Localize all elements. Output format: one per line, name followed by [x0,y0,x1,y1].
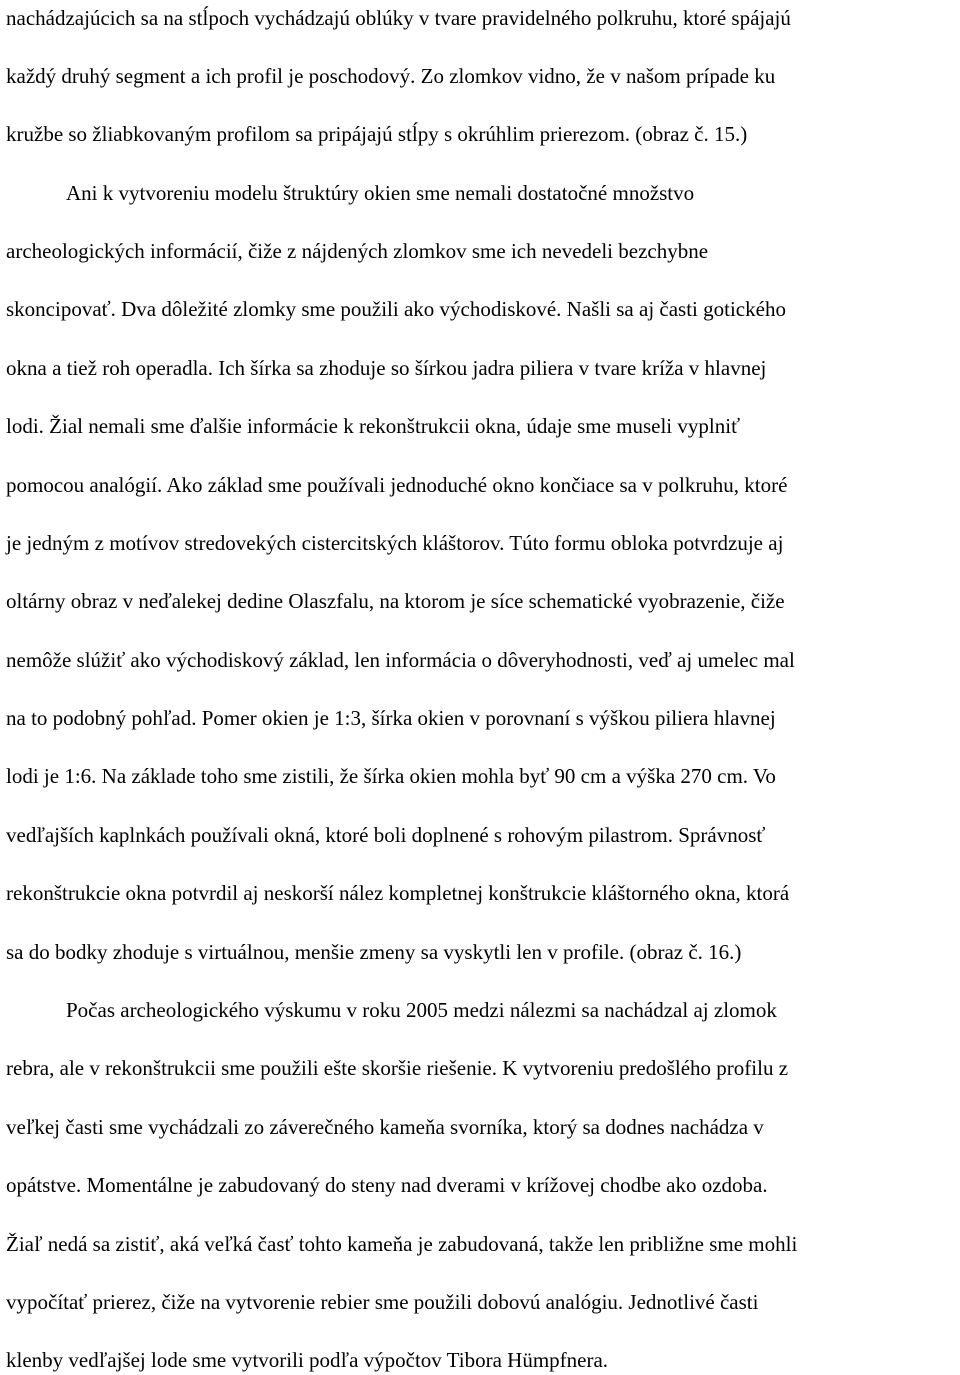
text-line: rekonštrukcie okna potvrdil aj neskorší nález kompletnej konštrukcie kláštorného okna, ktorá [6,881,790,905]
text-line: okna a tiež roh operadla. Ich šírka sa zhoduje so šírkou jadra piliera v tvare kríža v hlavnej [6,356,767,380]
text-line: nachádzajúcich sa na stĺpoch vychádzajú oblúky v tvare pravidelného polkruhu, ktoré spájajú [6,6,791,30]
text-line: Ani k vytvoreniu modelu štruktúry okien sme nemali dostatočné množstvo [66,181,695,205]
text-line: vedľajších kaplnkách používali okná, ktoré boli doplnené s rohovým pilastrom. Správnosť [6,823,766,847]
text-line: pomocou analógií. Ako základ sme používali jednoduché okno končiace sa v polkruhu, ktoré [6,473,788,497]
text-line: je jedným z motívov stredovekých cistercitských kláštorov. Túto formu obloka potvrdzuje aj [6,531,784,555]
text-line: na to podobný pohľad. Pomer okien je 1:3, šírka okien v porovnaní s výškou piliera hlavnej [6,706,776,730]
text-line: Žiaľ nedá sa zistiť, aká veľká časť tohto kameňa je zabudovaná, takže len približne sme mohli [6,1232,798,1256]
text-line: sa do bodky zhoduje s virtuálnou, menšie zmeny sa vyskytli len v profile. (obraz č. 16.) [6,940,742,964]
text-line: vypočítať prierez, čiže na vytvorenie rebier sme použili dobovú analógiu. Jednotlivé časti [6,1290,759,1314]
text-line: každý druhý segment a ich profil je poschodový. Zo zlomkov vidno, že v našom prípade ku [6,64,776,88]
text-line: lodi je 1:6. Na základe toho sme zistili, že šírka okien mohla byť 90 cm a výška 270 cm. Vo [6,764,776,788]
text-line: kružbe so žliabkovaným profilom sa pripájajú stĺpy s okrúhlim prierezom. (obraz č. 15.) [6,122,748,146]
text-line: veľkej časti sme vychádzali zo záverečného kameňa svorníka, ktorý sa dodnes nachádza v [6,1115,764,1139]
text-line: skoncipovať. Dva dôležité zlomky sme použili ako východiskové. Našli sa aj časti gotického [6,297,786,321]
text-line: rebra, ale v rekonštrukcii sme použili ešte skoršie riešenie. K vytvoreniu predošlého profilu z [6,1056,789,1080]
text-line: opátstve. Momentálne je zabudovaný do steny nad dverami v krížovej chodbe ako ozdoba. [6,1173,768,1197]
text-line: klenby vedľajšej lode sme vytvorili podľa výpočtov Tibora Hümpfnera. [6,1348,609,1372]
text-line: archeologických informácií, čiže z nájdených zlomkov sme ich nevedeli bezchybne [6,239,709,263]
text-line: nemôže slúžiť ako východiskový základ, len informácia o dôveryhodnosti, veď aj umelec mal [6,648,795,672]
text-line: lodi. Žial nemali sme ďalšie informácie k rekonštrukcii okna, údaje sme museli vyplniť [6,414,741,438]
text-line: Počas archeologického výskumu v roku 2005 medzi nálezmi sa nachádzal aj zlomok [66,998,777,1022]
text-line: oltárny obraz v neďalekej dedine Olaszfalu, na ktorom je síce schematické vyobrazenie, čiže [6,589,785,613]
